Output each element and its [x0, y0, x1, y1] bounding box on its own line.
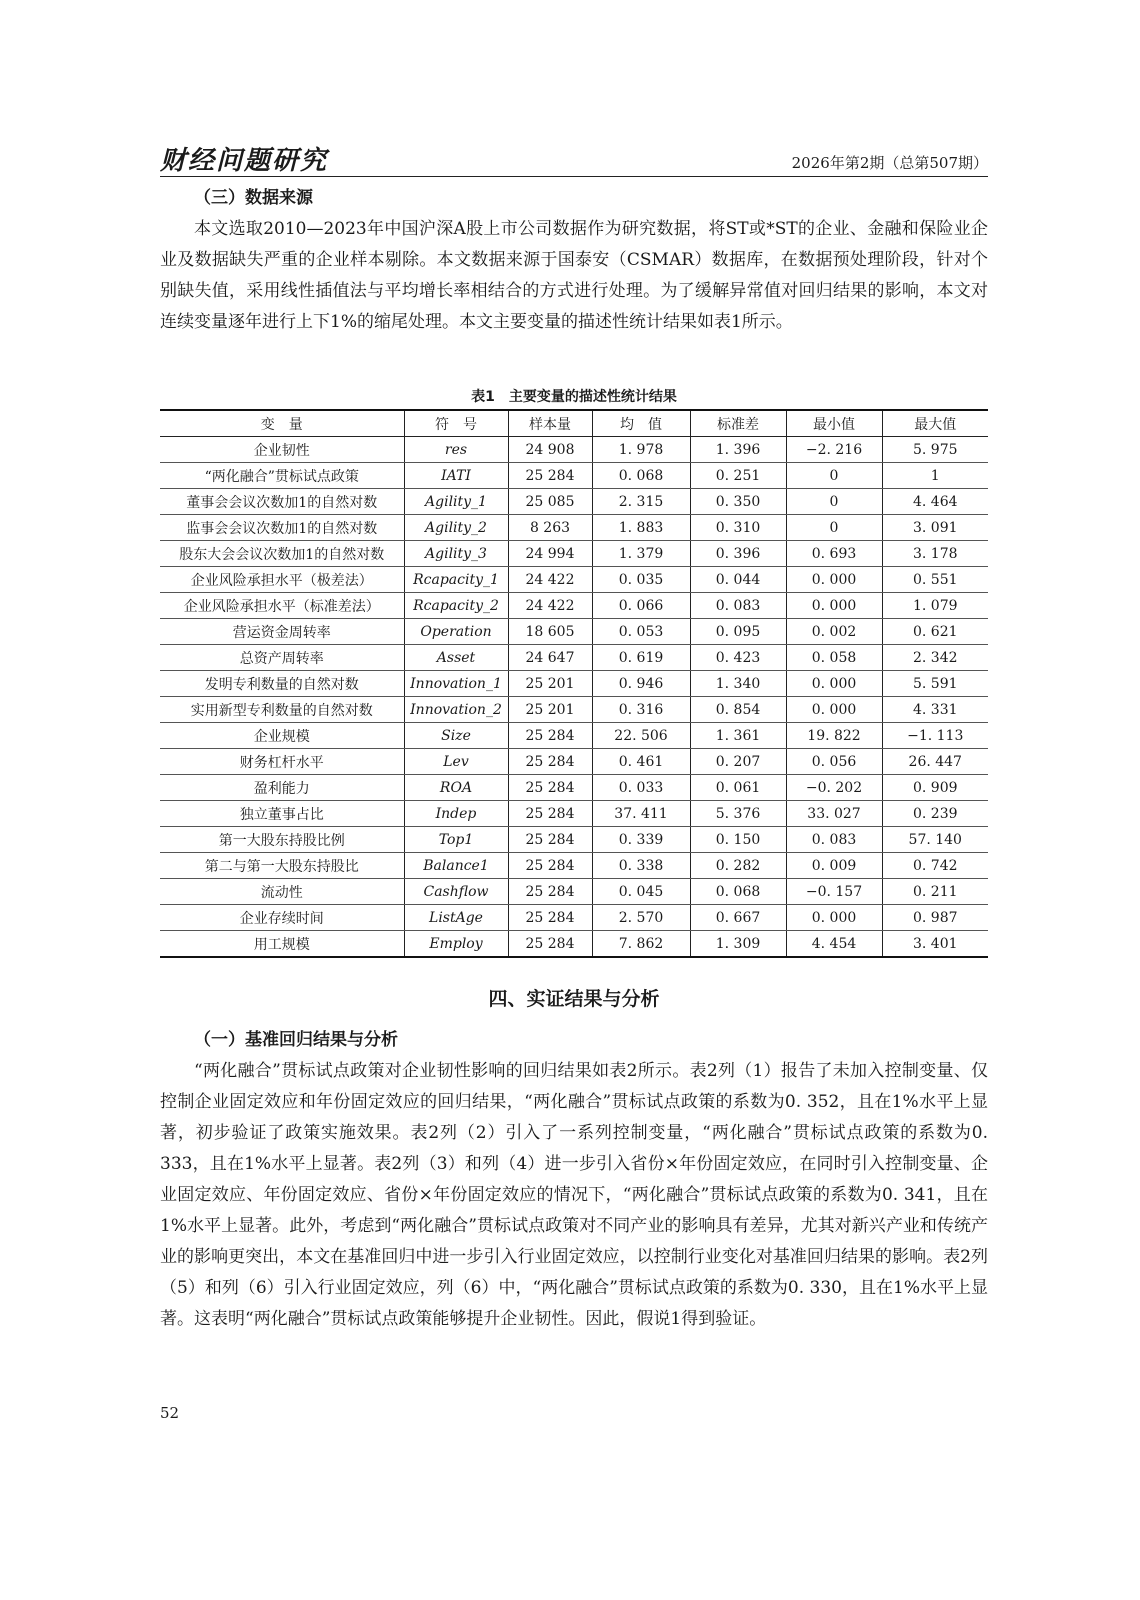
- table-cell: 0. 009: [786, 853, 882, 879]
- table-cell: 0. 000: [786, 567, 882, 593]
- table-cell: Agility_1: [404, 489, 508, 515]
- table-cell: 0. 061: [690, 775, 786, 801]
- table-cell: Employ: [404, 931, 508, 958]
- table-cell: 0. 058: [786, 645, 882, 671]
- table-cell: 5. 975: [882, 437, 988, 463]
- table-cell: 25 284: [508, 827, 592, 853]
- table-cell: 0. 423: [690, 645, 786, 671]
- table-cell: 0. 396: [690, 541, 786, 567]
- table-cell: 0. 310: [690, 515, 786, 541]
- table-cell: 0. 083: [786, 827, 882, 853]
- table-cell: 0. 000: [786, 593, 882, 619]
- table-cell: 25 284: [508, 463, 592, 489]
- table-cell: −0. 157: [786, 879, 882, 905]
- table-cell: 0. 068: [592, 463, 690, 489]
- table-row: [160, 931, 988, 958]
- table-cell: 0. 693: [786, 541, 882, 567]
- table-cell: Rcapacity_1: [404, 567, 508, 593]
- issue-info: 2026年第2期（总第507期）: [791, 154, 988, 172]
- table-cell: 0. 742: [882, 853, 988, 879]
- table-cell: 1. 309: [690, 931, 786, 958]
- table-cell: 4. 454: [786, 931, 882, 958]
- table-cell: 0. 068: [690, 879, 786, 905]
- table-cell: 监事会会议次数加1的自然对数: [160, 515, 404, 541]
- table-cell: 企业风险承担水平（标准差法）: [160, 593, 404, 619]
- table-cell: Agility_3: [404, 541, 508, 567]
- table-cell: 0. 000: [786, 905, 882, 931]
- table-row: [160, 879, 988, 905]
- table-cell: 0. 909: [882, 775, 988, 801]
- table-cell: 0. 350: [690, 489, 786, 515]
- table-cell: 0. 000: [786, 671, 882, 697]
- column-header: 标准差: [690, 410, 786, 437]
- table-cell: 0. 621: [882, 619, 988, 645]
- table-cell: 0. 667: [690, 905, 786, 931]
- table-cell: 1. 883: [592, 515, 690, 541]
- table-row: [160, 437, 988, 463]
- table-cell: 24 422: [508, 593, 592, 619]
- table-cell: 5. 591: [882, 671, 988, 697]
- table-cell: 0. 211: [882, 879, 988, 905]
- table-cell: −0. 202: [786, 775, 882, 801]
- table-cell: IATI: [404, 463, 508, 489]
- table-cell: 25 284: [508, 749, 592, 775]
- table-cell: 8 263: [508, 515, 592, 541]
- table-cell: 0: [786, 515, 882, 541]
- table-cell: 1: [882, 463, 988, 489]
- table-caption: 表1 主要变量的描述性统计结果: [471, 389, 677, 405]
- subsection-heading: （三）数据来源: [194, 188, 313, 208]
- table-cell: 26. 447: [882, 749, 988, 775]
- table-cell: 0. 066: [592, 593, 690, 619]
- table-cell: 第二与第一大股东持股比: [160, 853, 404, 879]
- body-paragraph: [160, 214, 988, 338]
- section-title: 四、实证结果与分析: [488, 988, 660, 1010]
- table-cell: 0. 002: [786, 619, 882, 645]
- table-cell: ROA: [404, 775, 508, 801]
- table-cell: 董事会会议次数加1的自然对数: [160, 489, 404, 515]
- table-row: [160, 801, 988, 827]
- table-cell: 2. 342: [882, 645, 988, 671]
- table-cell: 0. 095: [690, 619, 786, 645]
- table-cell: 0. 987: [882, 905, 988, 931]
- table-cell: 0. 854: [690, 697, 786, 723]
- table-cell: Lev: [404, 749, 508, 775]
- table-cell: 25 085: [508, 489, 592, 515]
- table-cell: 发明专利数量的自然对数: [160, 671, 404, 697]
- table-cell: 总资产周转率: [160, 645, 404, 671]
- table-cell: 0. 338: [592, 853, 690, 879]
- table-cell: 2. 315: [592, 489, 690, 515]
- table-cell: 1. 396: [690, 437, 786, 463]
- table-row: [160, 593, 988, 619]
- table-cell: 财务杠杆水平: [160, 749, 404, 775]
- table-cell: 25 284: [508, 905, 592, 931]
- table-cell: Rcapacity_2: [404, 593, 508, 619]
- table-cell: 0. 316: [592, 697, 690, 723]
- table-cell: Operation: [404, 619, 508, 645]
- table-cell: Indep: [404, 801, 508, 827]
- table-cell: Asset: [404, 645, 508, 671]
- column-header: 变 量: [160, 410, 404, 437]
- table-cell: 独立董事占比: [160, 801, 404, 827]
- table-cell: 0. 033: [592, 775, 690, 801]
- table-cell: 25 284: [508, 801, 592, 827]
- header-rule: [160, 176, 988, 177]
- table-cell: 7. 862: [592, 931, 690, 958]
- table-cell: 0. 551: [882, 567, 988, 593]
- table-cell: 0. 339: [592, 827, 690, 853]
- column-header: 符 号: [404, 410, 508, 437]
- table-cell: 33. 027: [786, 801, 882, 827]
- table-cell: 实用新型专利数量的自然对数: [160, 697, 404, 723]
- table-row: [160, 567, 988, 593]
- section-baseline-regression: [160, 1028, 988, 1335]
- descriptive-statistics-table: [160, 409, 988, 958]
- table-row: [160, 905, 988, 931]
- table-row: [160, 827, 988, 853]
- table-cell: 0: [786, 489, 882, 515]
- table-cell: ListAge: [404, 905, 508, 931]
- paragraph-text: 本文选取2010—2023年中国沪深A股上市公司数据作为研究数据，将ST或*ST的企业、金融和保险业企业及数据缺失严重的企业样本剔除。本文数据来源于国泰安（CSMAR）数据库，在数据预处理阶段，针对个别缺失值，采用线性插值法与平均增长率相结合的方式进行处理。为了缓解异常值对回归结果的影响，本文对连续变量逐年进行上下1%的缩尾处理。本文主要变量的描述性统计结果如表1所示。: [160, 219, 988, 332]
- table-cell: 1. 079: [882, 593, 988, 619]
- table-row: [160, 619, 988, 645]
- table-cell: 25 201: [508, 671, 592, 697]
- table-cell: 0. 044: [690, 567, 786, 593]
- table-cell: 盈利能力: [160, 775, 404, 801]
- table-cell: −2. 216: [786, 437, 882, 463]
- table-cell: 3. 178: [882, 541, 988, 567]
- table-cell: Balance1: [404, 853, 508, 879]
- table-cell: 24 422: [508, 567, 592, 593]
- table-cell: 24 647: [508, 645, 592, 671]
- table-cell: 25 284: [508, 931, 592, 958]
- table-cell: 24 908: [508, 437, 592, 463]
- table-cell: 0. 251: [690, 463, 786, 489]
- column-header: 最小值: [786, 410, 882, 437]
- table-cell: 4. 464: [882, 489, 988, 515]
- table-cell: 0. 053: [592, 619, 690, 645]
- table-cell: 25 284: [508, 879, 592, 905]
- table-cell: 0. 946: [592, 671, 690, 697]
- table-row: [160, 515, 988, 541]
- table-cell: 1. 379: [592, 541, 690, 567]
- table-cell: −1. 113: [882, 723, 988, 749]
- table-row: [160, 541, 988, 567]
- table-row: [160, 775, 988, 801]
- table-cell: 第一大股东持股比例: [160, 827, 404, 853]
- table-row: [160, 645, 988, 671]
- table-cell: 0. 056: [786, 749, 882, 775]
- table-cell: “两化融合”贯标试点政策: [160, 463, 404, 489]
- table-cell: 5. 376: [690, 801, 786, 827]
- column-header: 样本量: [508, 410, 592, 437]
- table-cell: 0. 000: [786, 697, 882, 723]
- table-row: [160, 489, 988, 515]
- table-cell: 0. 083: [690, 593, 786, 619]
- subsection-heading: （一）基准回归结果与分析: [194, 1030, 398, 1050]
- table-cell: 营运资金周转率: [160, 619, 404, 645]
- table-cell: 0. 239: [882, 801, 988, 827]
- table-cell: 股东大会会议次数加1的自然对数: [160, 541, 404, 567]
- table-cell: 0. 207: [690, 749, 786, 775]
- table-cell: 企业风险承担水平（极差法）: [160, 567, 404, 593]
- table-header-row: [160, 410, 988, 437]
- body-paragraph: [160, 1056, 988, 1335]
- table-cell: 25 201: [508, 697, 592, 723]
- journal-title: 财经问题研究: [160, 146, 329, 176]
- section-data-source: [160, 186, 988, 338]
- table-cell: res: [404, 437, 508, 463]
- table-cell: 3. 091: [882, 515, 988, 541]
- table-cell: 0. 619: [592, 645, 690, 671]
- table-cell: Agility_2: [404, 515, 508, 541]
- table-cell: 0. 045: [592, 879, 690, 905]
- table-cell: 37. 411: [592, 801, 690, 827]
- table-cell: 1. 340: [690, 671, 786, 697]
- table-cell: Size: [404, 723, 508, 749]
- table-cell: 0. 461: [592, 749, 690, 775]
- column-header: 均 值: [592, 410, 690, 437]
- table-cell: 25 284: [508, 775, 592, 801]
- paragraph-text: “两化融合”贯标试点政策对企业韧性影响的回归结果如表2所示。表2列（1）报告了未加入控制变量、仅控制企业固定效应和年份固定效应的回归结果，“两化融合”贯标试点政策的系数为0. 352，且在1%水平上显著，初步验证了政策实施效果。表2列（2）引入了一系列控制变量，“两化融合”贯标试点政策的系数为0. 333，且在1%水平上显著。表2列（3）和列（4）进一步引入省份×年份固定效应，在同时引入控制变量、企业固定效应、年份固定效应、省份×年份固定效应的情况下，“两化融合”贯标试点政策的系数为0. 341，且在1%水平上显著。此外，考虑到“两化融合”贯标试点政策对不同产业的影响具有差异，尤其对新兴产业和传统产业的影响更突出，本文在基准回归中进一步引入行业固定效应，以控制行业变化对基准回归结果的影响。表2列（5）和列（6）引入行业固定效应，列（6）中，“两化融合”贯标试点政策的系数为0. 330，且在1%水平上显著。这表明“两化融合”贯标试点政策能够提升企业韧性。因此，假说1得到验证。: [160, 1061, 988, 1329]
- table-cell: 18 605: [508, 619, 592, 645]
- table-cell: 57. 140: [882, 827, 988, 853]
- table-cell: 25 284: [508, 723, 592, 749]
- running-header: [160, 140, 988, 176]
- table-cell: 企业存续时间: [160, 905, 404, 931]
- table-cell: 流动性: [160, 879, 404, 905]
- table-cell: Cashflow: [404, 879, 508, 905]
- table-cell: 19. 822: [786, 723, 882, 749]
- table-row: [160, 749, 988, 775]
- table-cell: 3. 401: [882, 931, 988, 958]
- table-row: [160, 723, 988, 749]
- table-cell: Top1: [404, 827, 508, 853]
- table-cell: 0: [786, 463, 882, 489]
- table-row: [160, 671, 988, 697]
- table-cell: 2. 570: [592, 905, 690, 931]
- table-cell: 企业韧性: [160, 437, 404, 463]
- table-cell: 0. 282: [690, 853, 786, 879]
- table-cell: Innovation_1: [404, 671, 508, 697]
- table-cell: 24 994: [508, 541, 592, 567]
- column-header: 最大值: [882, 410, 988, 437]
- table-cell: 0. 035: [592, 567, 690, 593]
- table-cell: 22. 506: [592, 723, 690, 749]
- table-cell: 1. 361: [690, 723, 786, 749]
- table-cell: 用工规模: [160, 931, 404, 958]
- table-row: [160, 463, 988, 489]
- page-number: 52: [160, 1404, 180, 1422]
- table-cell: 25 284: [508, 853, 592, 879]
- table-cell: 4. 331: [882, 697, 988, 723]
- table-cell: 0. 150: [690, 827, 786, 853]
- table-cell: Innovation_2: [404, 697, 508, 723]
- table-cell: 企业规模: [160, 723, 404, 749]
- table-cell: 1. 978: [592, 437, 690, 463]
- table-row: [160, 697, 988, 723]
- table-row: [160, 853, 988, 879]
